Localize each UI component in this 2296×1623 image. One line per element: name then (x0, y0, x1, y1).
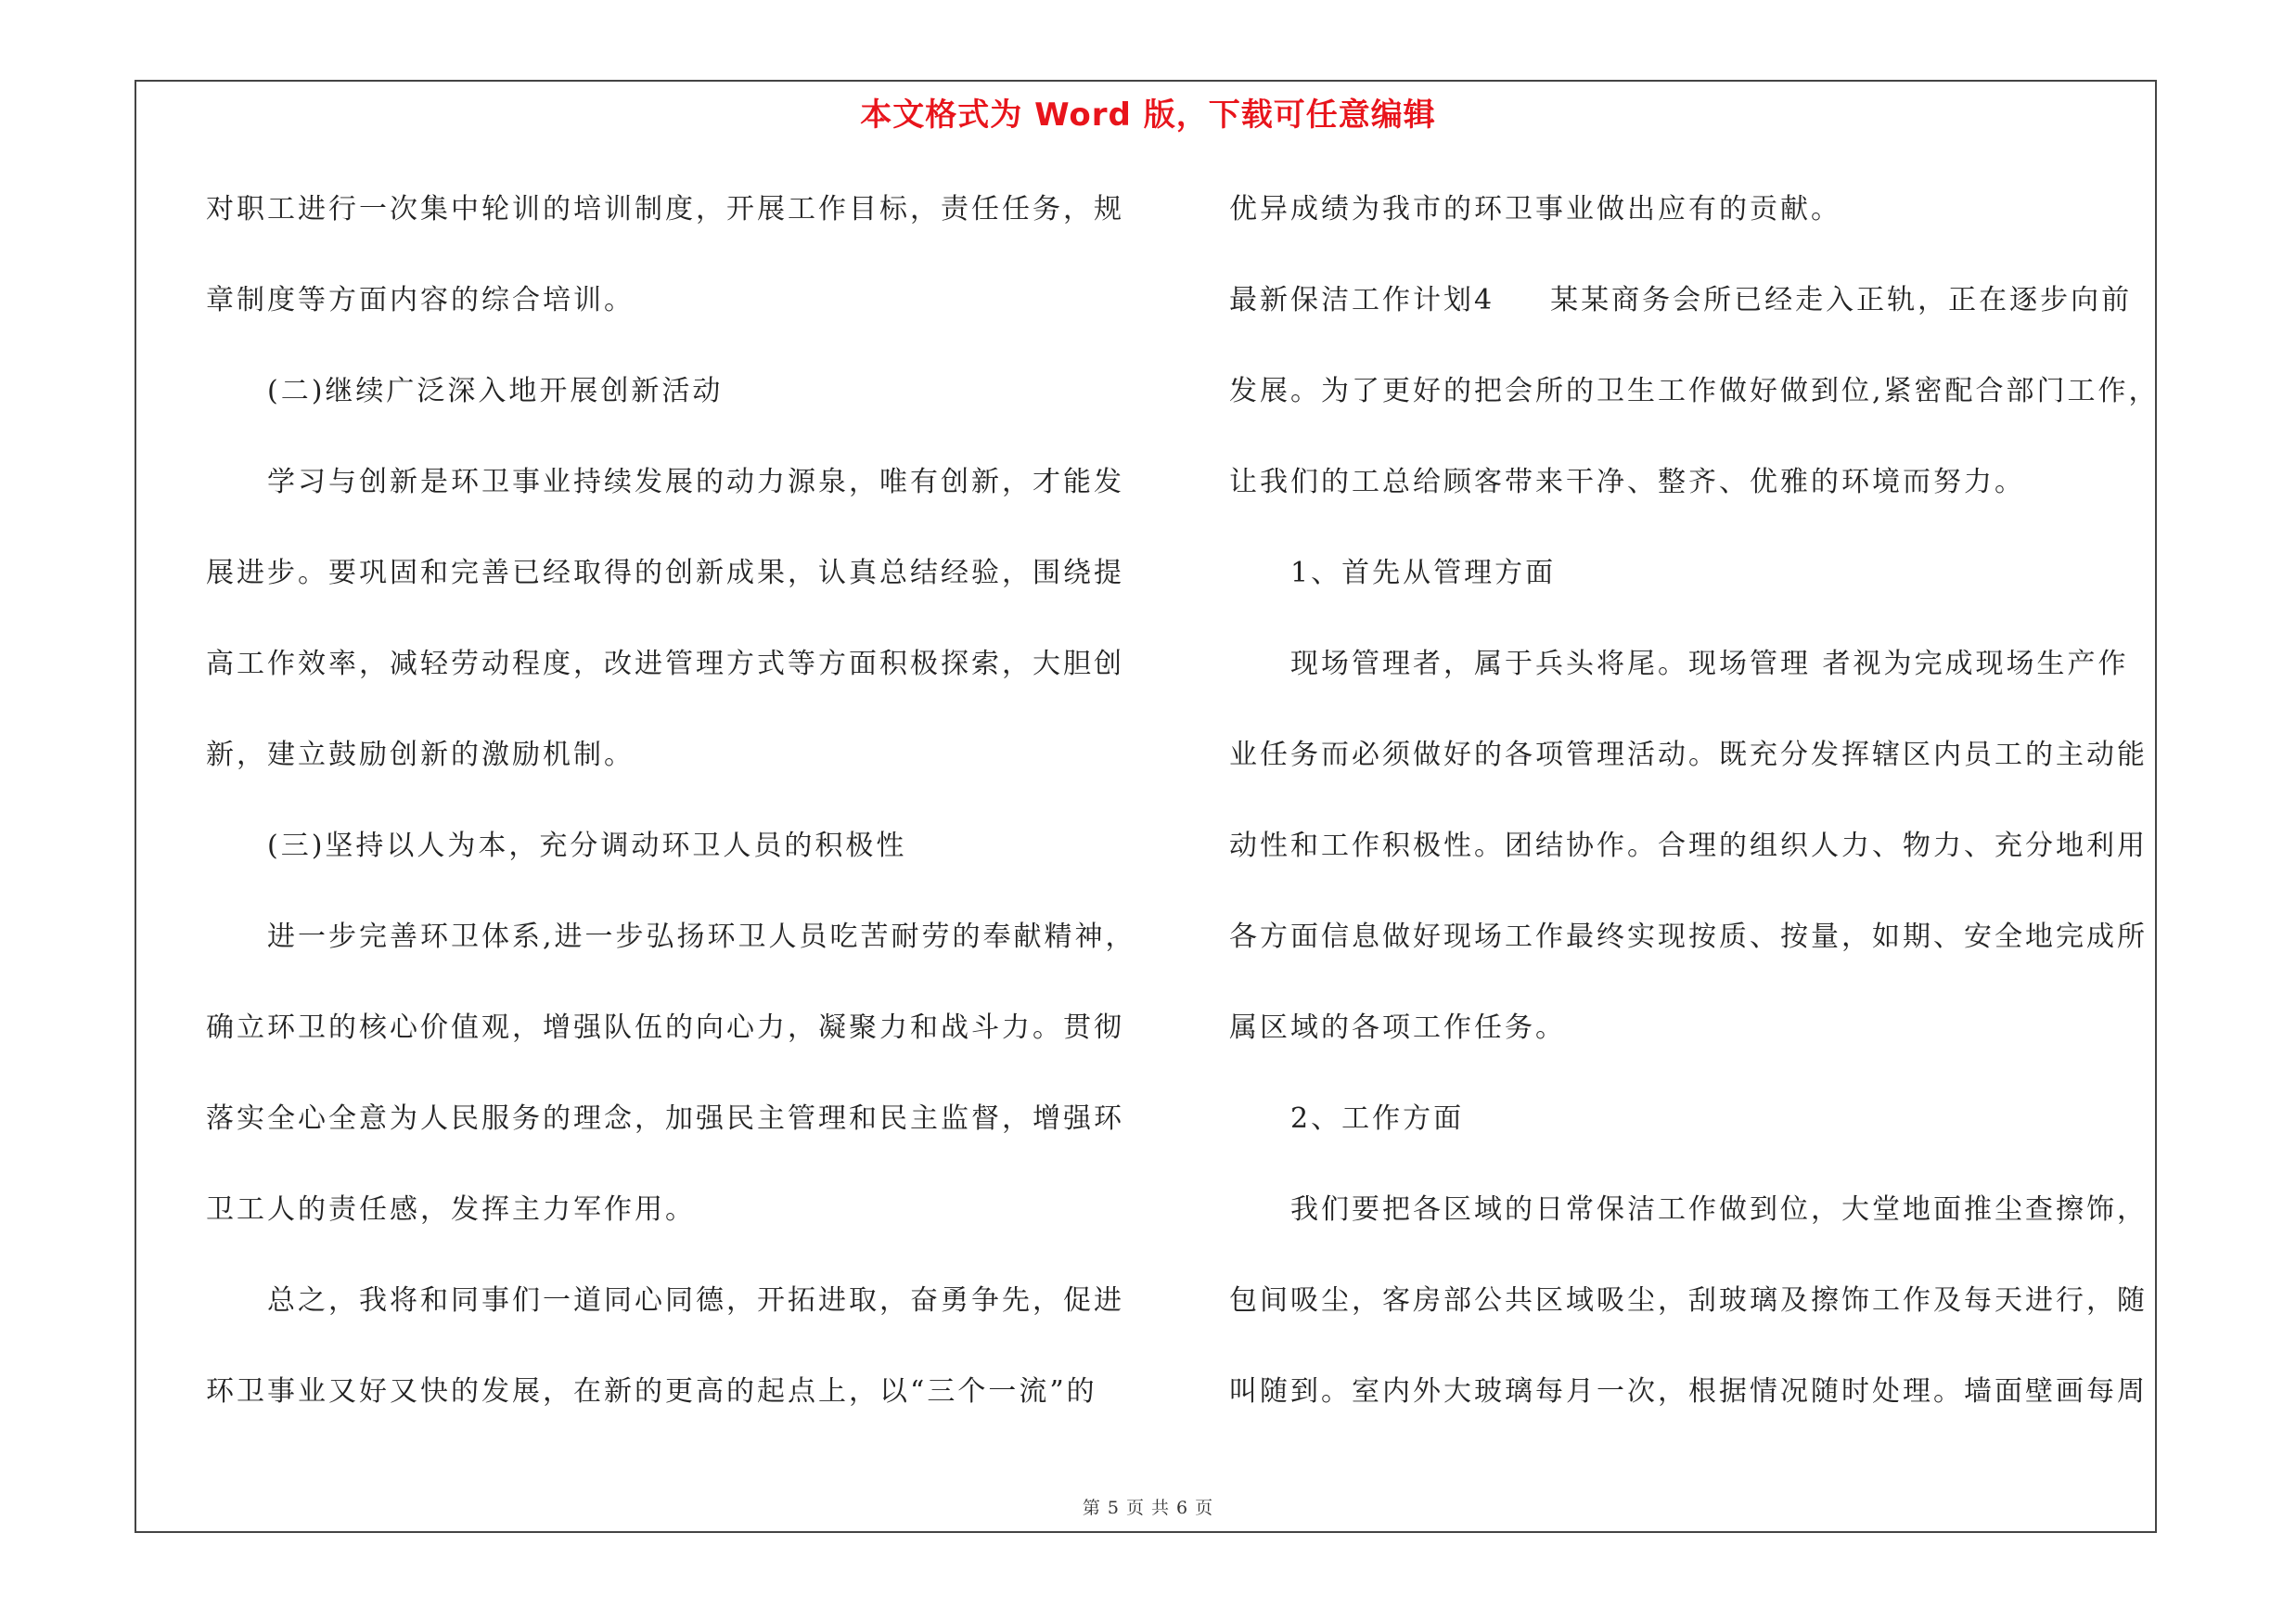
left-line-5: 展进步。要巩固和完善已经取得的创新成果，认真总结经验，围绕提 (206, 557, 1124, 589)
left-line-7: 新，建立鼓励创新的激励机制。 (206, 739, 635, 771)
right-heading-line (1229, 273, 2157, 364)
left-line-12: 卫工人的责任感，发挥主力军作用。 (206, 1193, 696, 1226)
left-subheading-3: (三)坚持以人为本，充分调动环卫人员的积极性 (267, 830, 907, 862)
right-line-13: 包间吸尘，客房部公共区域吸尘，刮玻璃及擦饰工作及每天进行，随 (1229, 1284, 2148, 1317)
section-intro: 某某商务会所已经走入正轨，正在逐步向前 (1550, 284, 2133, 316)
left-line-9: 进一步完善环卫体系,进一步弘扬环卫人员吃苦耐劳的奉献精神， (267, 921, 1136, 953)
left-line-10: 确立环卫的核心价值观，增强队伍的向心力，凝聚力和战斗力。贯彻 (206, 1011, 1124, 1044)
left-line-2: 章制度等方面内容的综合培训。 (206, 284, 635, 316)
left-line-6: 高工作效率，减轻劳动程度，改进管理方式等方面积极探索，大胆创 (206, 648, 1124, 680)
right-line-3: 发展。为了更好的把会所的卫生工作做好做到位,紧密配合部门工作， (1229, 375, 2160, 407)
right-line-8: 动性和工作积极性。团结协作。合理的组织人力、物力、充分地利用 (1229, 830, 2148, 862)
left-column (206, 182, 1134, 1455)
left-line-1: 对职工进行一次集中轮训的培训制度，开展工作目标，责任任务，规 (206, 193, 1124, 225)
right-line-4: 让我们的工总给顾客带来干净、整齐、优雅的环境而努力。 (1229, 466, 2025, 498)
right-line-9: 各方面信息做好现场工作最终实现按质、按量，如期、安全地完成所 (1229, 921, 2148, 953)
section-title: 最新保洁工作计划4 (1229, 284, 1495, 316)
right-line-12: 我们要把各区域的日常保洁工作做到位，大堂地面推尘查擦饰， (1290, 1193, 2148, 1226)
right-line-14: 叫随到。室内外大玻璃每月一次，根据情况随时处理。墙面壁画每周 (1229, 1375, 2148, 1408)
right-line-1: 优异成绩为我市的环卫事业做出应有的贡献。 (1229, 193, 1841, 225)
left-line-4: 学习与创新是环卫事业持续发展的动力源泉，唯有创新，才能发 (267, 466, 1124, 498)
format-banner: 本文格式为 Word 版，下载可任意编辑 (860, 97, 1436, 134)
left-line-14: 环卫事业又好又快的发展，在新的更高的起点上，以“三个一流”的 (206, 1375, 1097, 1408)
left-line-11: 落实全心全意为人民服务的理念，加强民主管理和民主监督，增强环 (206, 1102, 1124, 1135)
right-subheading-2: 2、工作方面 (1290, 1102, 1465, 1135)
right-line-10: 属区域的各项工作任务。 (1229, 1011, 1566, 1044)
page-number-footer: 第 5 页 共 6 页 (1082, 1498, 1214, 1518)
right-subheading-1: 1、首先从管理方面 (1290, 557, 1557, 589)
left-subheading-2: (二)继续广泛深入地开展创新活动 (267, 375, 724, 407)
right-line-6: 现场管理者，属于兵头将尾。现场管理 者视为完成现场生产作 (1290, 648, 2129, 680)
right-line-7: 业任务而必须做好的各项管理活动。既充分发挥辖区内员工的主动能 (1229, 739, 2148, 771)
right-column (1229, 182, 2160, 1455)
left-line-13: 总之，我将和同事们一道同心同德，开拓进取，奋勇争先，促进 (267, 1284, 1124, 1317)
